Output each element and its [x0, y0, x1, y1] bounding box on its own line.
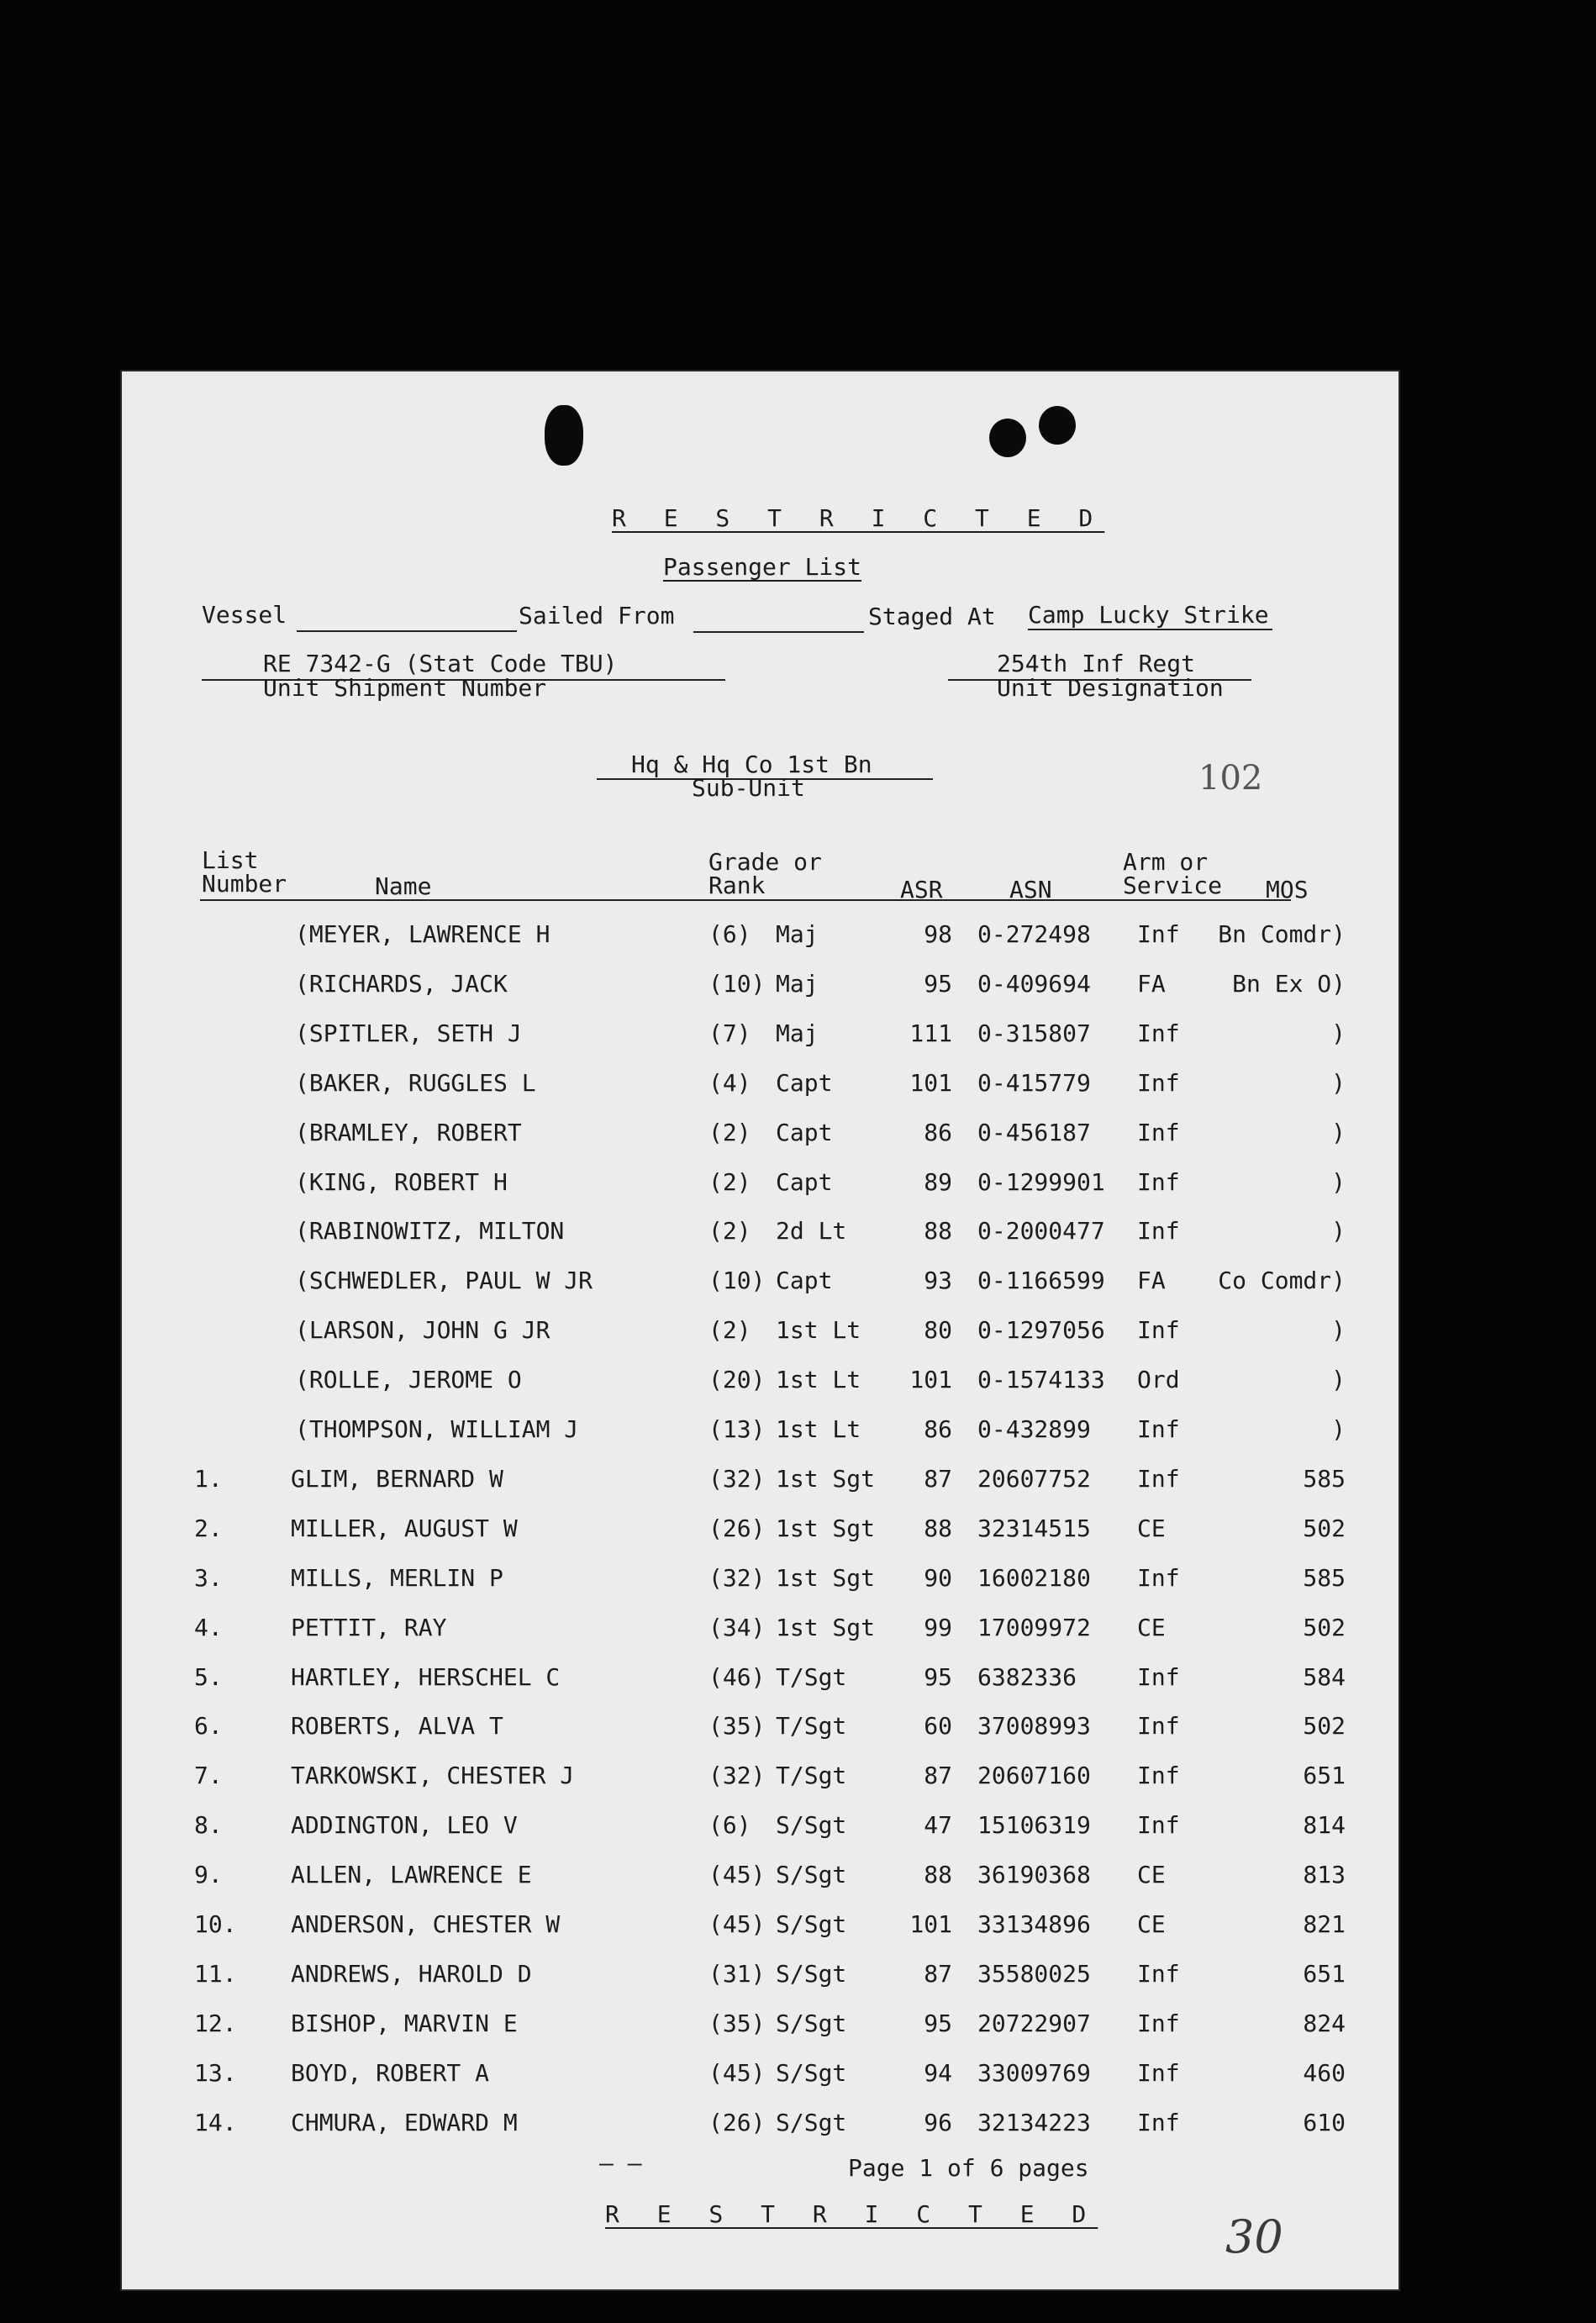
table-row	[120, 1168, 1400, 1202]
asn-cell: 20722907	[977, 2009, 1091, 2037]
name-cell: (KING, ROBERT H	[295, 1167, 508, 1196]
col-asn: ASN	[1009, 876, 1052, 903]
table-row	[120, 1811, 1400, 1845]
asr-cell: 89	[924, 1167, 952, 1196]
asr-cell: 101	[909, 1910, 952, 1938]
mos-cell: 814	[1303, 1811, 1346, 1840]
document-title: Passenger List	[663, 553, 862, 581]
sub-unit-label: Sub-Unit	[692, 774, 805, 802]
table-row	[120, 1267, 1400, 1300]
punch-hole-left	[545, 405, 583, 466]
arm-service-cell: Ord	[1137, 1366, 1180, 1394]
name-cell: (SPITLER, SETH J	[295, 1019, 522, 1047]
rank-cell: S/Sgt	[776, 2058, 847, 2087]
table-row	[120, 1910, 1400, 1944]
name-cell: MILLER, AUGUST W	[291, 1514, 518, 1542]
asr-cell: 90	[924, 1563, 952, 1592]
asr-cell: 95	[924, 1662, 952, 1691]
table-row	[120, 1415, 1400, 1449]
asr-cell: 101	[909, 1366, 952, 1394]
col-asr: ASR	[900, 876, 943, 903]
table-row	[120, 1614, 1400, 1647]
sailed-from-blank	[693, 631, 864, 633]
asr-cell: 87	[924, 1762, 952, 1790]
mos-cell: )	[1331, 1415, 1346, 1443]
rank-cell: S/Sgt	[776, 1811, 847, 1840]
table-row	[120, 1119, 1400, 1152]
name-cell: (ROLLE, JEROME O	[295, 1366, 522, 1394]
mos-cell: )	[1331, 1019, 1346, 1047]
col-name: Name	[375, 872, 432, 900]
list-number-cell: 1.	[194, 1464, 223, 1493]
rank-cell: T/Sgt	[776, 1712, 847, 1741]
arm-service-cell: Inf	[1137, 1959, 1180, 1988]
asr-cell: 88	[924, 1217, 952, 1246]
arm-service-cell: Inf	[1137, 1118, 1180, 1146]
mos-cell: )	[1331, 1316, 1346, 1345]
list-number-cell: 13.	[194, 2058, 237, 2087]
arm-service-cell: Inf	[1137, 1811, 1180, 1840]
rank-cell: Capt	[776, 1167, 833, 1196]
asr-cell: 80	[924, 1316, 952, 1345]
arm-service-cell: Inf	[1137, 2058, 1180, 2087]
mos-cell: 585	[1303, 1563, 1346, 1592]
header-rule	[200, 899, 1291, 901]
mos-cell: 502	[1303, 1613, 1346, 1641]
name-cell: BOYD, ROBERT A	[291, 2058, 490, 2087]
table-row	[120, 1019, 1400, 1053]
asn-cell: 20607752	[977, 1464, 1091, 1493]
name-cell: BISHOP, MARVIN E	[291, 2009, 518, 2037]
name-cell: (BAKER, RUGGLES L	[295, 1068, 536, 1097]
footer-dashes: – –	[599, 2149, 642, 2177]
grade-cell: (32)	[708, 1762, 766, 1790]
asn-cell: 33009769	[977, 2058, 1091, 2087]
mos-cell: Co Comdr)	[1218, 1267, 1346, 1295]
asr-cell: 86	[924, 1118, 952, 1146]
arm-service-cell: CE	[1137, 1910, 1166, 1938]
rank-cell: 1st Sgt	[776, 1514, 876, 1542]
list-number-cell: 12.	[194, 2009, 237, 2037]
grade-cell: (2)	[708, 1217, 751, 1246]
rank-cell: T/Sgt	[776, 1662, 847, 1691]
asn-cell: 35580025	[977, 1959, 1091, 1988]
name-cell: (RABINOWITZ, MILTON	[295, 1217, 565, 1246]
mos-cell: 460	[1303, 2058, 1346, 2087]
arm-service-cell: Inf	[1137, 1464, 1180, 1493]
grade-cell: (4)	[708, 1068, 751, 1097]
rank-cell: Maj	[776, 920, 819, 948]
asr-cell: 99	[924, 1613, 952, 1641]
grade-cell: (6)	[708, 1811, 751, 1840]
asn-cell: 0-409694	[977, 969, 1091, 998]
asn-cell: 0-1299901	[977, 1167, 1105, 1196]
vessel-label: Vessel	[202, 601, 287, 629]
asr-cell: 88	[924, 1514, 952, 1542]
grade-cell: (6)	[708, 920, 751, 948]
name-cell: TARKOWSKI, CHESTER J	[291, 1762, 575, 1790]
asn-cell: 0-1166599	[977, 1267, 1105, 1295]
name-cell: CHMURA, EDWARD M	[291, 2108, 518, 2136]
table-row	[120, 1762, 1400, 1795]
mos-cell: 824	[1303, 2009, 1346, 2037]
asn-cell: 0-2000477	[977, 1217, 1105, 1246]
mos-cell: Bn Comdr)	[1218, 920, 1346, 948]
list-number-cell: 6.	[194, 1712, 223, 1741]
asr-cell: 111	[909, 1019, 952, 1047]
arm-service-cell: CE	[1137, 1613, 1166, 1641]
table-row	[120, 970, 1400, 1003]
rank-cell: S/Sgt	[776, 1910, 847, 1938]
name-cell: (RICHARDS, JACK	[295, 969, 508, 998]
arm-service-cell: FA	[1137, 969, 1166, 998]
arm-service-cell: Inf	[1137, 1415, 1180, 1443]
mos-cell: )	[1331, 1217, 1346, 1246]
name-cell: ANDERSON, CHESTER W	[291, 1910, 561, 1938]
asr-cell: 88	[924, 1861, 952, 1889]
page-info: Page 1 of 6 pages	[848, 2154, 1089, 2182]
grade-cell: (2)	[708, 1316, 751, 1345]
sailed-from-label: Sailed From	[519, 602, 675, 629]
table-row	[120, 1366, 1400, 1399]
rank-cell: Capt	[776, 1267, 833, 1295]
col-grade-rank: Grade or Rank	[708, 848, 822, 899]
grade-cell: (26)	[708, 1514, 766, 1542]
grade-cell: (32)	[708, 1464, 766, 1493]
asn-cell: 15106319	[977, 1811, 1091, 1840]
list-number-cell: 3.	[194, 1563, 223, 1592]
list-number-cell: 7.	[194, 1762, 223, 1790]
name-cell: ROBERTS, ALVA T	[291, 1712, 503, 1741]
list-number-cell: 14.	[194, 2108, 237, 2136]
arm-service-cell: Inf	[1137, 2108, 1180, 2136]
rank-cell: 1st Lt	[776, 1316, 861, 1345]
asn-cell: 37008993	[977, 1712, 1091, 1741]
unit-shipment-label: Unit Shipment Number	[263, 674, 547, 702]
rank-cell: S/Sgt	[776, 2108, 847, 2136]
grade-cell: (7)	[708, 1019, 751, 1047]
col-arm-service: Arm or Service	[1123, 848, 1223, 899]
asn-cell: 36190368	[977, 1861, 1091, 1889]
table-row	[120, 2109, 1400, 2142]
name-cell: (MEYER, LAWRENCE H	[295, 920, 550, 948]
arm-service-cell: Inf	[1137, 1167, 1180, 1196]
footer-restricted: R E S T R I C T E D	[605, 2200, 1098, 2228]
name-cell: (SCHWEDLER, PAUL W JR	[295, 1267, 593, 1295]
asr-cell: 93	[924, 1267, 952, 1295]
grade-cell: (13)	[708, 1415, 766, 1443]
grade-cell: (32)	[708, 1563, 766, 1592]
asn-cell: 32134223	[977, 2108, 1091, 2136]
unit-designation-value: 254th Inf Regt	[997, 650, 1196, 677]
asr-cell: 101	[909, 1068, 952, 1097]
arm-service-cell: Inf	[1137, 1217, 1180, 1246]
arm-service-cell: Inf	[1137, 920, 1180, 948]
grade-cell: (31)	[708, 1959, 766, 1988]
name-cell: GLIM, BERNARD W	[291, 1464, 503, 1493]
asn-cell: 0-315807	[977, 1019, 1091, 1047]
asr-cell: 87	[924, 1464, 952, 1493]
list-number-cell: 2.	[194, 1514, 223, 1542]
rank-cell: 1st Lt	[776, 1366, 861, 1394]
grade-cell: (45)	[708, 1861, 766, 1889]
asn-cell: 0-432899	[977, 1415, 1091, 1443]
mos-cell: 813	[1303, 1861, 1346, 1889]
mos-cell: 502	[1303, 1712, 1346, 1741]
mos-cell: )	[1331, 1366, 1346, 1394]
grade-cell: (45)	[708, 2058, 766, 2087]
arm-service-cell: FA	[1137, 1267, 1166, 1295]
list-number-cell: 8.	[194, 1811, 223, 1840]
rank-cell: 1st Sgt	[776, 1464, 876, 1493]
mos-cell: 610	[1303, 2108, 1346, 2136]
rank-cell: Maj	[776, 969, 819, 998]
staged-at-label: Staged At	[868, 603, 996, 630]
arm-service-cell: Inf	[1137, 1068, 1180, 1097]
rank-cell: S/Sgt	[776, 1959, 847, 1988]
unit-designation-label: Unit Designation	[997, 674, 1224, 702]
asn-cell: 0-415779	[977, 1068, 1091, 1097]
asn-cell: 0-456187	[977, 1118, 1091, 1146]
asn-cell: 6382336	[977, 1662, 1077, 1691]
name-cell: (BRAMLEY, ROBERT	[295, 1118, 522, 1146]
list-number-cell: 5.	[194, 1662, 223, 1691]
table-row	[120, 1663, 1400, 1697]
rank-cell: T/Sgt	[776, 1762, 847, 1790]
grade-cell: (10)	[708, 1267, 766, 1295]
staged-at-value: Camp Lucky Strike	[1028, 601, 1272, 630]
handwritten-corner-number: 30	[1225, 2210, 1283, 2263]
rank-cell: Capt	[776, 1068, 833, 1097]
asn-cell: 17009972	[977, 1613, 1091, 1641]
rank-cell: S/Sgt	[776, 1861, 847, 1889]
mos-cell: 502	[1303, 1514, 1346, 1542]
table-row	[120, 1316, 1400, 1350]
grade-cell: (2)	[708, 1118, 751, 1146]
asn-cell: 0-1297056	[977, 1316, 1105, 1345]
asr-cell: 95	[924, 2009, 952, 2037]
document-page	[120, 370, 1400, 2291]
arm-service-cell: Inf	[1137, 2009, 1180, 2037]
arm-service-cell: Inf	[1137, 1662, 1180, 1691]
name-cell: (THOMPSON, WILLIAM J	[295, 1415, 579, 1443]
mos-cell: 584	[1303, 1662, 1346, 1691]
asn-cell: 32314515	[977, 1514, 1091, 1542]
mos-cell: Bn Ex O)	[1232, 969, 1346, 998]
vessel-blank	[297, 630, 517, 632]
punch-hole-right	[1039, 406, 1076, 445]
asr-cell: 47	[924, 1811, 952, 1840]
asr-cell: 60	[924, 1712, 952, 1741]
asr-cell: 96	[924, 2108, 952, 2136]
mos-cell: 651	[1303, 1762, 1346, 1790]
grade-cell: (2)	[708, 1167, 751, 1196]
name-cell: HARTLEY, HERSCHEL C	[291, 1662, 561, 1691]
punch-hole-center	[989, 419, 1026, 457]
handwritten-page-number: 102	[1198, 759, 1263, 798]
mos-cell: )	[1331, 1118, 1346, 1146]
asr-cell: 95	[924, 969, 952, 998]
mos-cell: 585	[1303, 1464, 1346, 1493]
table-row	[120, 1960, 1400, 1994]
rank-cell: 1st Sgt	[776, 1613, 876, 1641]
grade-cell: (35)	[708, 1712, 766, 1741]
sub-unit-value: Hq & Hq Co 1st Bn	[631, 751, 872, 778]
mos-cell: )	[1331, 1068, 1346, 1097]
rank-cell: S/Sgt	[776, 2009, 847, 2037]
table-row	[120, 920, 1400, 954]
grade-cell: (34)	[708, 1613, 766, 1641]
asn-cell: 0-272498	[977, 920, 1091, 948]
table-row	[120, 1514, 1400, 1548]
mos-cell: 821	[1303, 1910, 1346, 1938]
name-cell: (LARSON, JOHN G JR	[295, 1316, 550, 1345]
asr-cell: 98	[924, 920, 952, 948]
header-restricted: R E S T R I C T E D	[612, 504, 1105, 532]
grade-cell: (26)	[708, 2108, 766, 2136]
grade-cell: (45)	[708, 1910, 766, 1938]
list-number-cell: 9.	[194, 1861, 223, 1889]
table-row	[120, 1564, 1400, 1598]
rank-cell: 1st Lt	[776, 1415, 861, 1443]
name-cell: ALLEN, LAWRENCE E	[291, 1861, 532, 1889]
table-row	[120, 1861, 1400, 1894]
asr-cell: 87	[924, 1959, 952, 1988]
grade-cell: (20)	[708, 1366, 766, 1394]
asr-cell: 86	[924, 1415, 952, 1443]
mos-cell: )	[1331, 1167, 1346, 1196]
name-cell: PETTIT, RAY	[291, 1613, 447, 1641]
grade-cell: (35)	[708, 2009, 766, 2037]
list-number-cell: 4.	[194, 1613, 223, 1641]
arm-service-cell: Inf	[1137, 1019, 1180, 1047]
arm-service-cell: CE	[1137, 1514, 1166, 1542]
name-cell: MILLS, MERLIN P	[291, 1563, 503, 1592]
asn-cell: 16002180	[977, 1563, 1091, 1592]
table-row	[120, 1069, 1400, 1103]
asn-cell: 33134896	[977, 1910, 1091, 1938]
table-row	[120, 2010, 1400, 2043]
name-cell: ADDINGTON, LEO V	[291, 1811, 518, 1840]
rank-cell: 2d Lt	[776, 1217, 847, 1246]
rank-cell: 1st Sgt	[776, 1563, 876, 1592]
grade-cell: (46)	[708, 1662, 766, 1691]
table-row	[120, 1712, 1400, 1746]
rank-cell: Maj	[776, 1019, 819, 1047]
arm-service-cell: Inf	[1137, 1316, 1180, 1345]
arm-service-cell: Inf	[1137, 1563, 1180, 1592]
unit-shipment-value: RE 7342-G (Stat Code TBU)	[263, 650, 618, 677]
asr-cell: 94	[924, 2058, 952, 2087]
name-cell: ANDREWS, HAROLD D	[291, 1959, 532, 1988]
asn-cell: 20607160	[977, 1762, 1091, 1790]
mos-cell: 651	[1303, 1959, 1346, 1988]
grade-cell: (10)	[708, 969, 766, 998]
col-list-number: List Number	[202, 846, 287, 898]
list-number-cell: 10.	[194, 1910, 237, 1938]
arm-service-cell: CE	[1137, 1861, 1166, 1889]
table-row	[120, 1465, 1400, 1499]
table-row	[120, 1217, 1400, 1251]
table-row	[120, 2059, 1400, 2093]
arm-service-cell: Inf	[1137, 1712, 1180, 1741]
arm-service-cell: Inf	[1137, 1762, 1180, 1790]
list-number-cell: 11.	[194, 1959, 237, 1988]
rank-cell: Capt	[776, 1118, 833, 1146]
asn-cell: 0-1574133	[977, 1366, 1105, 1394]
col-mos: MOS	[1266, 876, 1309, 903]
